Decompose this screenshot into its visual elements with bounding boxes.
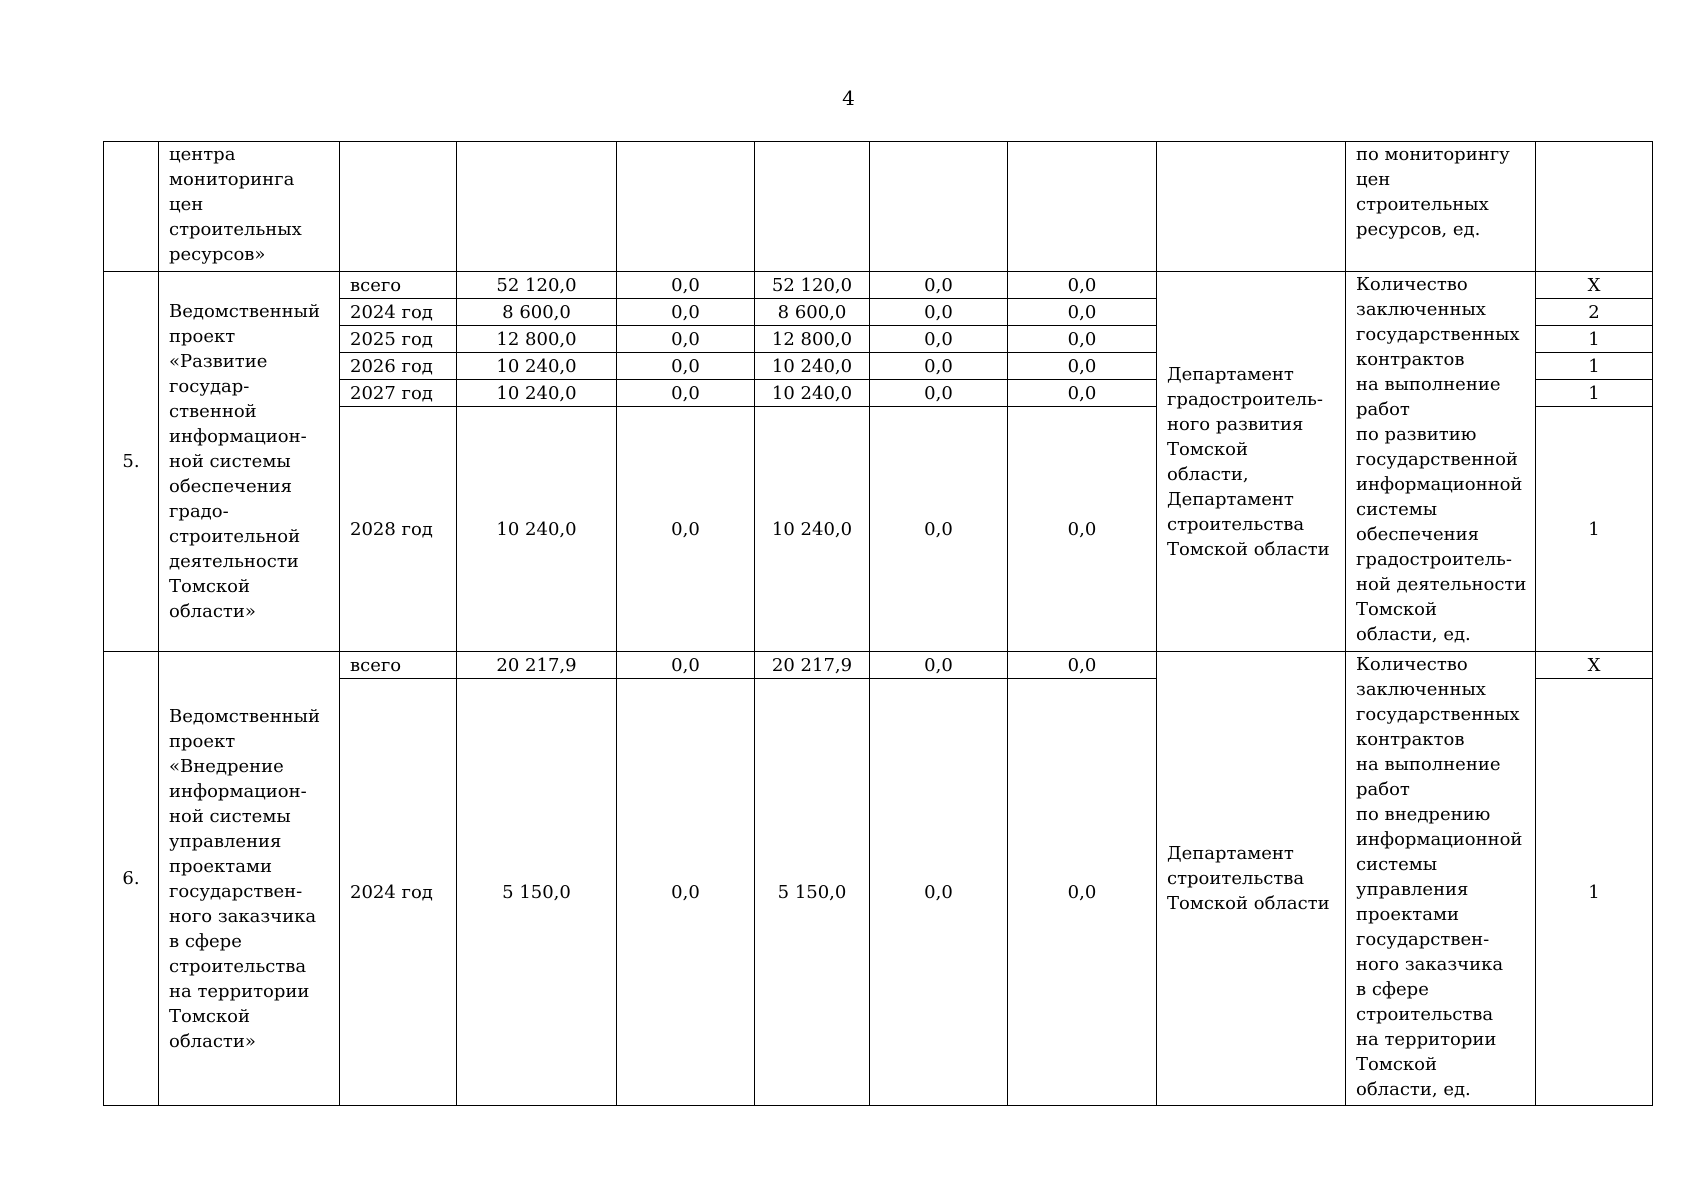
indicator-value-cell: 1 [1536,326,1653,353]
text-line: проектами [1356,904,1459,925]
measure-description-cell [159,272,340,652]
amount-cell: 52 120,0 [755,272,870,299]
text-line: ственной [169,401,257,422]
row-number-cell: 5. [104,272,159,652]
amount-cell: 0,0 [1008,407,1157,652]
total-amount-cell: 52 120,0 [457,272,617,299]
empty-cell [870,142,1008,272]
indicator-value-cell: 1 [1536,353,1653,380]
total-amount-cell: 10 240,0 [457,353,617,380]
amount-cell: 10 240,0 [755,407,870,652]
text-line: контрактов [1356,729,1465,750]
amount-cell: 0,0 [617,679,755,1106]
text-line: деятельности [169,551,299,572]
text-line: проект [169,326,236,347]
year-label-cell: 2027 год [340,380,457,407]
amount-cell: 0,0 [617,407,755,652]
text-line: государственной [1356,449,1518,470]
text-line: Департамент [1167,488,1294,510]
empty-cell [1536,142,1653,272]
text-line: системы [1356,499,1438,520]
amount-cell: 10 240,0 [755,353,870,380]
total-amount-cell: 10 240,0 [457,380,617,407]
amount-cell: 0,0 [617,272,755,299]
text-line: по мониторингу [1356,144,1510,165]
amount-cell: 0,0 [1008,679,1157,1106]
amount-cell: 0,0 [617,353,755,380]
empty-cell [457,142,617,272]
text-line: центра [169,144,236,165]
text-line: ной системы [169,451,291,472]
text-line: области, [1167,463,1249,485]
text-line: государствен- [1356,929,1490,950]
text-line: ной деятельности [1356,574,1527,595]
text-line: ресурсов» [169,244,266,265]
text-line: цен [1356,169,1391,190]
measure-description-cell [159,142,340,272]
text-line: государственных [1356,324,1520,345]
empty-cell [1157,142,1346,272]
table-row-continued [104,142,1653,272]
text-line: ного заказчика [169,905,317,927]
text-line: ной системы [169,805,291,827]
amount-cell: 12 800,0 [755,326,870,353]
text-line: проект [169,730,236,752]
text-line: Ведомственный [169,705,320,727]
text-line: Томской [1356,1054,1438,1075]
text-line: на территории [1356,1029,1497,1050]
text-line: заключенных [1356,299,1486,320]
text-line: строительства [1167,868,1305,889]
indicator-cell [1346,272,1536,652]
text-line: государственных [1356,704,1520,725]
text-line: на выполнение [1356,754,1501,775]
text-line: мониторинга [169,169,295,190]
amount-cell: 0,0 [870,272,1008,299]
table-row [104,272,1653,299]
amount-cell: 0,0 [870,380,1008,407]
text-line: Департамент [1167,363,1294,385]
amount-cell: 0,0 [1008,299,1157,326]
measure-description-cell [159,652,340,1106]
text-line: «Развитие [169,351,268,372]
program-table [103,141,1653,1106]
text-line: Томской [1167,438,1249,460]
empty-cell [1008,142,1157,272]
amount-cell: 0,0 [617,299,755,326]
text-line: проектами [169,855,272,877]
row-number-cell: 6. [104,652,159,1106]
amount-cell: 20 217,9 [755,652,870,679]
text-line: информационной [1356,829,1523,850]
text-line: Томской [1356,599,1438,620]
year-label-cell: всего [340,652,457,679]
total-amount-cell: 10 240,0 [457,407,617,652]
text-line: области, ед. [1356,1079,1471,1100]
text-line: цен [169,194,204,215]
row-number-cell [104,142,159,272]
executor-cell [1157,272,1346,652]
text-line: ного заказчика [1356,954,1504,975]
text-line: градостроитель- [1167,388,1323,410]
amount-cell: 0,0 [870,407,1008,652]
empty-cell [755,142,870,272]
amount-cell: 5 150,0 [755,679,870,1106]
text-line: работ [1356,779,1410,800]
amount-cell: 0,0 [870,326,1008,353]
amount-cell: 0,0 [1008,272,1157,299]
indicator-value-cell: Х [1536,272,1653,299]
text-line: по развитию [1356,424,1477,445]
amount-cell: 0,0 [1008,326,1157,353]
text-line: информацион- [169,780,307,802]
text-line: градо- [169,501,229,522]
total-amount-cell: 8 600,0 [457,299,617,326]
text-line: по внедрению [1356,804,1491,825]
amount-cell: 0,0 [1008,353,1157,380]
text-line: Количество [1356,274,1468,295]
text-line: на территории [169,980,310,1002]
table-row [104,652,1653,679]
total-amount-cell: 12 800,0 [457,326,617,353]
year-label-cell: 2024 год [340,299,457,326]
text-line: государствен- [169,880,303,902]
empty-cell [340,142,457,272]
text-line: Департамент [1167,843,1294,864]
indicator-cell [1346,652,1536,1106]
text-line: строительной [169,526,301,547]
text-line: ного развития [1167,413,1304,435]
text-line: управления [1356,879,1469,900]
text-line: системы [1356,854,1438,875]
total-amount-cell: 20 217,9 [457,652,617,679]
indicator-cell [1346,142,1536,272]
indicator-value-cell: 1 [1536,679,1653,1106]
text-line: строительства [1356,1004,1494,1025]
year-label-cell: 2024 год [340,679,457,1106]
empty-cell [617,142,755,272]
text-line: строительства [169,955,307,977]
text-line: ресурсов, ед. [1356,219,1481,240]
text-line: заключенных [1356,679,1486,700]
amount-cell: 0,0 [617,326,755,353]
text-line: градостроитель- [1356,549,1512,570]
amount-cell: 8 600,0 [755,299,870,326]
year-label-cell: всего [340,272,457,299]
indicator-value-cell: 2 [1536,299,1653,326]
year-label-cell: 2025 год [340,326,457,353]
amount-cell: 0,0 [870,353,1008,380]
indicator-value-cell: 1 [1536,407,1653,652]
amount-cell: 0,0 [870,652,1008,679]
amount-cell: 0,0 [1008,380,1157,407]
text-line: области» [169,1030,256,1052]
text-line: Томской [169,576,251,597]
amount-cell: 10 240,0 [755,380,870,407]
amount-cell: 0,0 [617,652,755,679]
text-line: информацион- [169,426,307,447]
text-line: Томской [169,1005,251,1027]
text-line: управления [169,830,282,852]
amount-cell: 0,0 [1008,652,1157,679]
amount-cell: 0,0 [617,380,755,407]
text-line: контрактов [1356,349,1465,370]
text-line: строительства [1167,513,1305,535]
text-line: в сфере [1356,979,1429,1000]
executor-cell [1157,652,1346,1106]
total-amount-cell: 5 150,0 [457,679,617,1106]
text-line: обеспечения [1356,524,1479,545]
text-line: Ведомственный [169,301,320,322]
year-label-cell: 2028 год [340,407,457,652]
text-line: на выполнение [1356,374,1501,395]
text-line: области» [169,601,256,622]
year-label-cell: 2026 год [340,353,457,380]
text-line: работ [1356,399,1410,420]
text-line: Количество [1356,654,1468,675]
indicator-value-cell: 1 [1536,380,1653,407]
amount-cell: 0,0 [870,679,1008,1106]
text-line: Томской области [1167,893,1330,914]
text-line: области, ед. [1356,624,1471,645]
text-line: Томской области [1167,538,1330,560]
text-line: информационной [1356,474,1523,495]
amount-cell: 0,0 [870,299,1008,326]
text-line: строительных [169,219,302,240]
text-line: «Внедрение [169,755,284,777]
text-line: строительных [1356,194,1489,215]
indicator-value-cell: Х [1536,652,1653,679]
text-line: в сфере [169,930,242,952]
text-line: обеспечения [169,476,292,497]
text-line: государ- [169,376,250,397]
page-number: 4 [842,86,855,110]
